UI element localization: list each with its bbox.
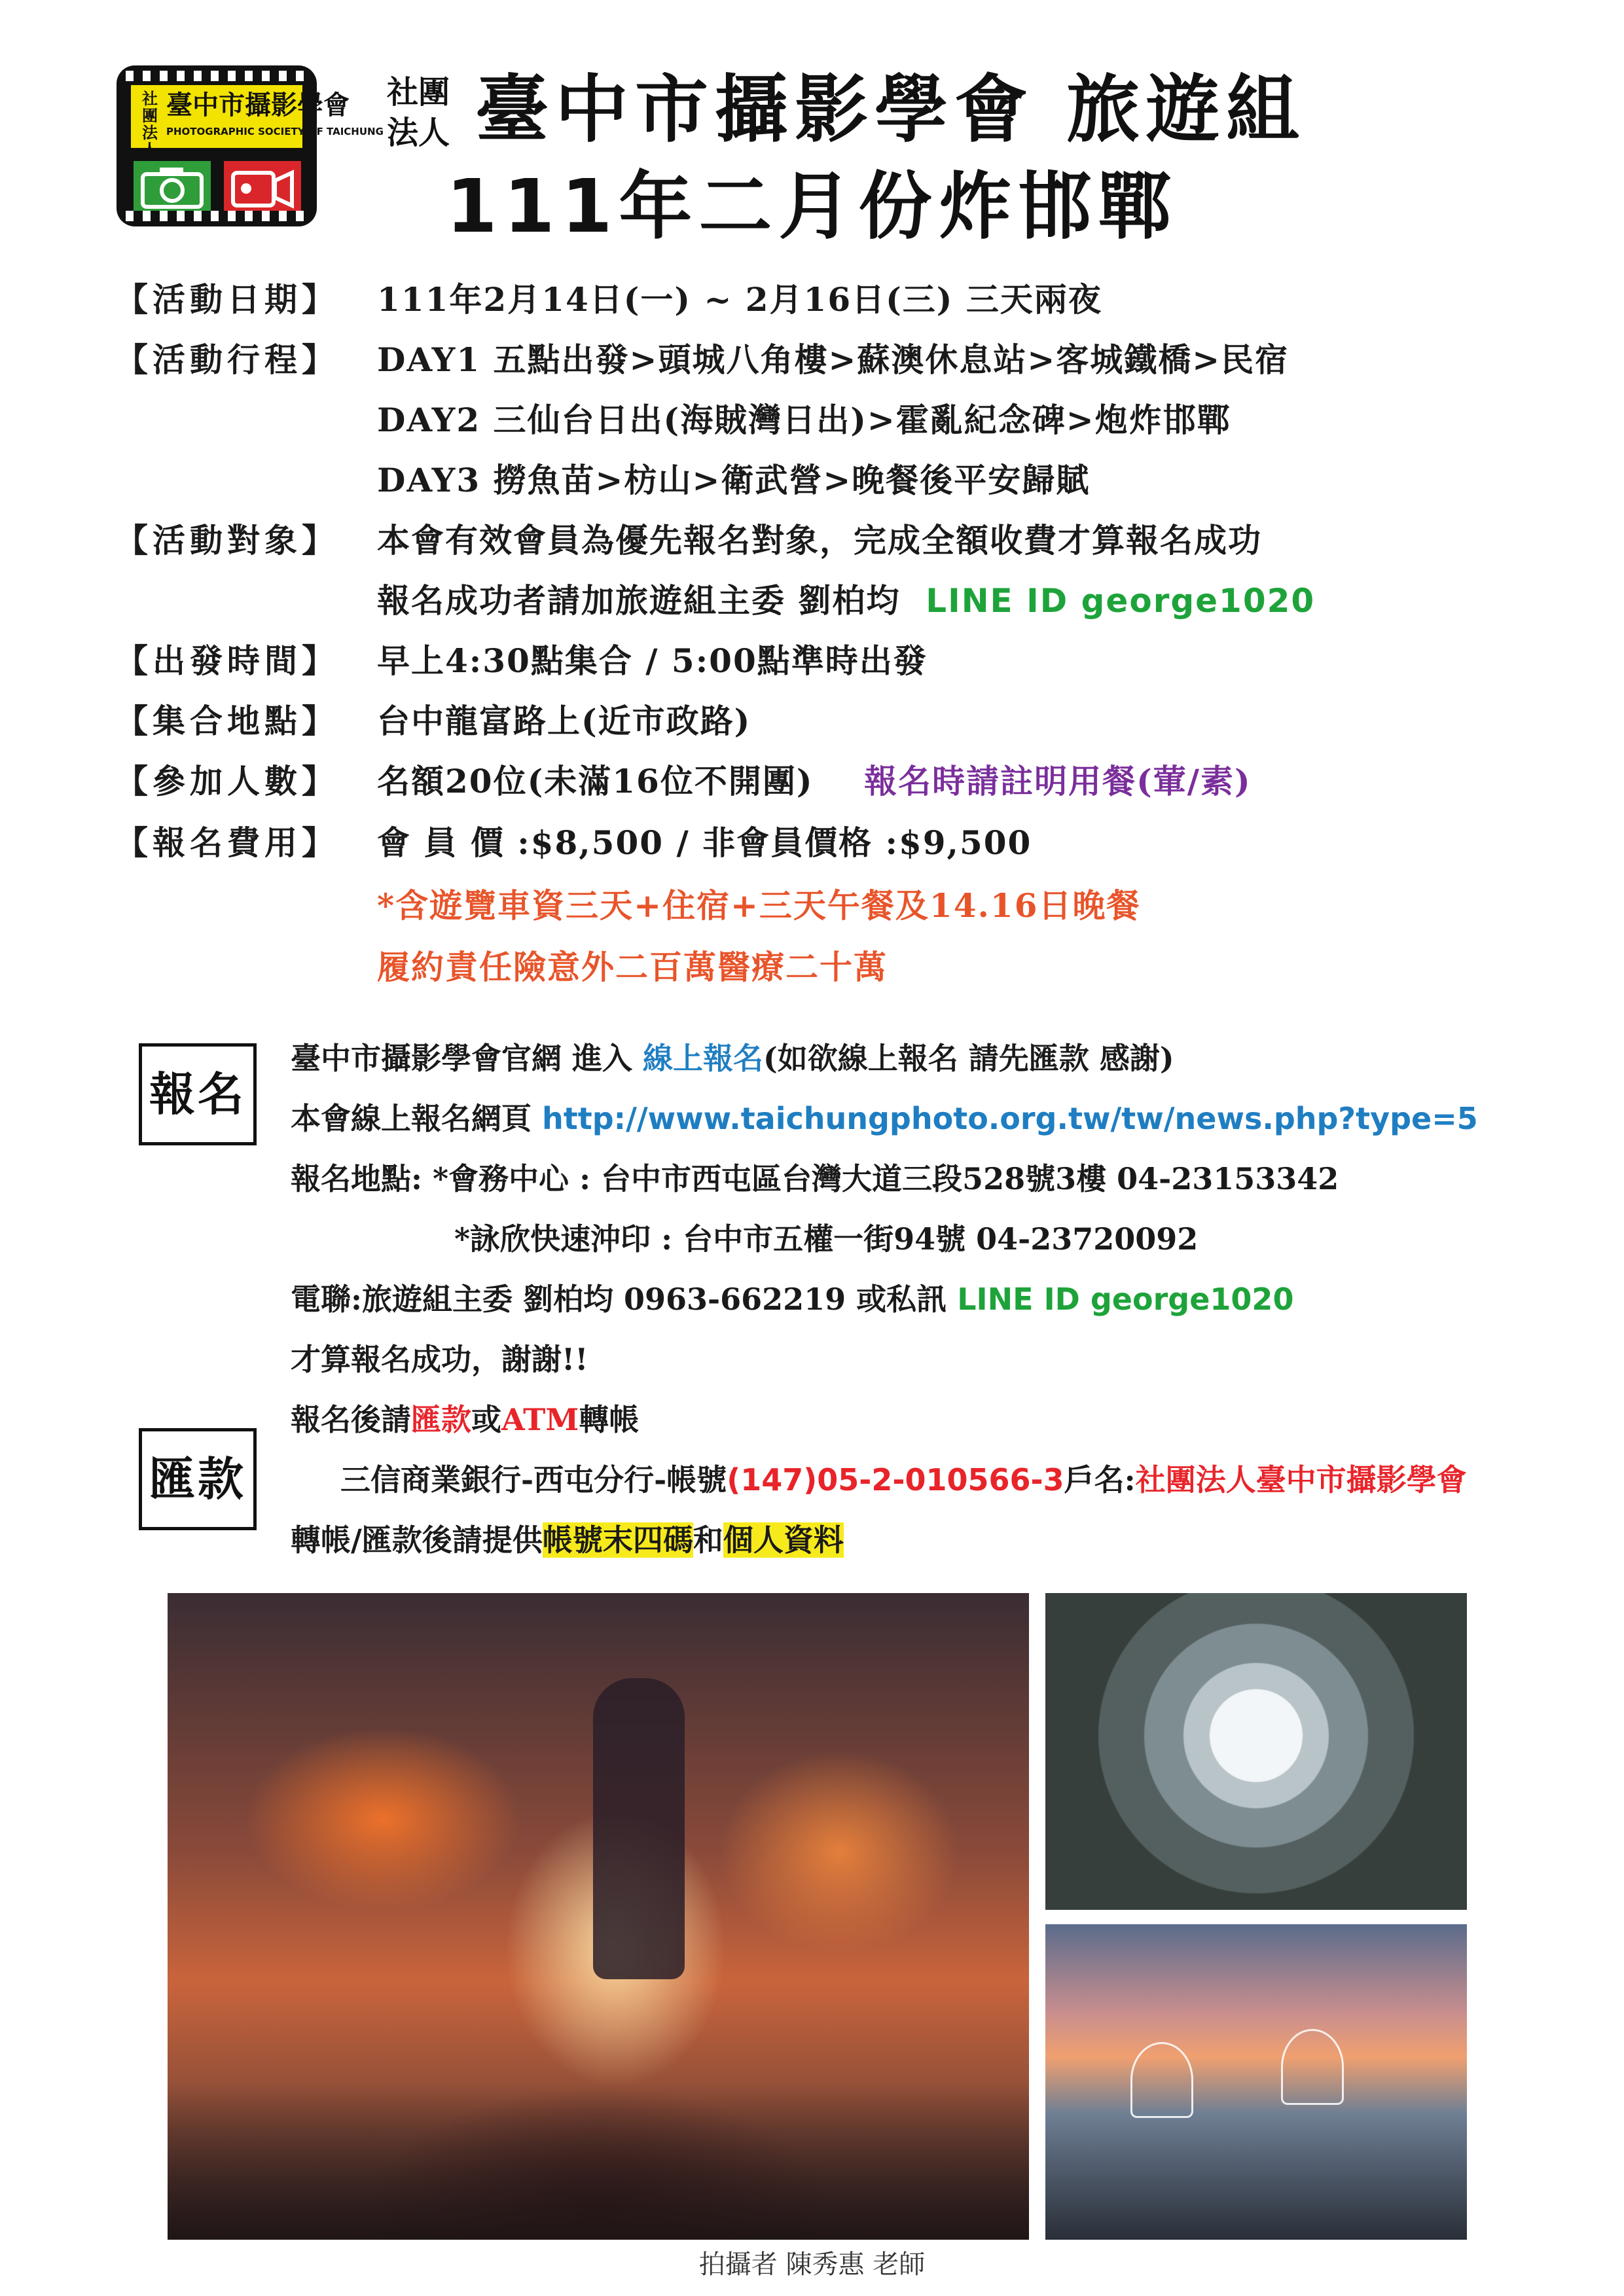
page-subtitle: 111年二月份炸邯鄲 [446,164,1178,249]
registration-line1-a: 臺中市攝影學會官網 進入 [291,1041,643,1076]
registration-line2-a: 本會線上報名網頁 [291,1101,543,1136]
itinerary-day2: DAY2 三仙台日出(海賊灣日出)>霍亂紀念碑>炮炸邯鄲 [377,401,1231,439]
photo-credit: 拍攝者 陳秀惠 老師 [698,2250,926,2280]
payment-remit: 匯款 [411,1402,471,1437]
fee-note2: 履約責任險意外二百萬醫療二十萬 [377,948,888,986]
registration-url-link[interactable]: http://www.taichungphoto.org.tw/tw/news.php?type=5 [542,1101,1478,1136]
meet-value: 台中龍富路上(近市政路) [377,702,751,740]
payment-line1-c: 轉帳 [579,1402,640,1437]
crowd-shadow [168,2083,1029,2240]
figure-silhouette [593,1678,685,1979]
payment-account-name: 社團法人臺中市攝影學會 [1135,1462,1467,1498]
registration-line1-b: (如欲線上報名 請先匯款 感謝) [763,1041,1174,1076]
fee-label: 【報名費用】 [115,823,339,862]
payment-last4-highlight: 帳號末四碼 [542,1522,693,1558]
itinerary-day3: DAY3 撈魚苗>枋山>衛武營>晚餐後平安歸賦 [377,461,1091,499]
payment-line1-a: 報名後請 [291,1402,411,1437]
registration-line-id: LINE ID george1020 [957,1282,1294,1317]
people-value [377,757,1252,806]
fee-note1: *含遊覽車資三天+住宿+三天午餐及14.16日晚餐 [377,886,1141,925]
people-label: 【參加人數】 [115,762,339,800]
itinerary-day1: DAY1 五點出發>頭城八角樓>蘇澳休息站>客城鐵橋>民宿 [377,340,1290,379]
payment-personal-highlight: 個人資料 [723,1522,844,1558]
page-title: 臺中市攝影學會 旅遊組 [475,67,1306,152]
date-label: 【活動日期】 [115,280,339,319]
target-line2 [377,576,1315,626]
title-prefix: 社團法人 [386,74,450,151]
logo-english-name: PHOTOGRAPHIC SOCIETY OF TAICHUNG [166,126,384,137]
payment-account: (147)05-2-010566-3 [727,1462,1064,1498]
payment-line2 [340,1457,1467,1503]
octagonal-tower-photo [1045,1593,1467,1910]
registration-line1 [291,1035,1174,1081]
registration-line5 [291,1276,1293,1322]
online-registration-link[interactable]: 線上報名 [643,1041,764,1076]
payment-atm: ATM [501,1402,579,1437]
line-id: LINE ID george1020 [926,582,1316,620]
payment-line1-b: 或 [471,1402,501,1437]
payment-line1 [291,1397,639,1443]
registration-box: 報名 [139,1043,257,1145]
fee-value: 會 員 價 :$8,500 / 非會員價格 :$9,500 [377,823,1032,862]
target-line2-text: 報名成功者請加旅遊組主委 劉柏均 [377,581,901,620]
target-line1: 本會有效會員為優先報名對象，完成全額收費才算報名成功 [377,521,1262,560]
registration-line5-a: 電聯:旅遊組主委 劉柏均 0963-662219 或私訊 [291,1282,958,1317]
payment-line3-a: 轉帳/匯款後請提供 [291,1522,543,1558]
fishing-net-right [1281,2029,1344,2105]
date-value: 111年2月14日(一) ~ 2月16日(三) 三天兩夜 [377,280,1102,319]
payment-name-label: 戶名: [1064,1462,1136,1498]
target-label: 【活動對象】 [115,521,339,560]
registration-line4: *詠欣快速沖印 : 台中市五權一街94號 04-23720092 [454,1221,1199,1257]
logo-text-panel [131,85,384,159]
itinerary-label: 【活動行程】 [115,340,339,379]
fishing-net-left [1130,2042,1193,2118]
people-note: 報名時請註明用餐(葷/素) [864,762,1252,800]
depart-label: 【出發時間】 [115,641,339,680]
fishing-seaside-photo [1045,1924,1467,2240]
film-strip-top [126,71,308,81]
registration-line2 [291,1096,1478,1141]
registration-line6: 才算報名成功，謝謝!! [291,1342,588,1377]
people-count: 名額20位(未滿16位不開團) [377,762,814,800]
payment-line3-b: 和 [693,1522,723,1558]
payment-bank: 三信商業銀行-西屯分行-帳號 [340,1462,727,1498]
firecracker-festival-photo [168,1593,1029,2240]
payment-box: 匯款 [139,1428,257,1530]
depart-value: 早上4:30點集合 / 5:00點準時出發 [377,641,928,680]
logo-org-name: 臺中市攝影學會 [166,90,350,120]
payment-line3 [291,1517,844,1563]
logo-small-text: 社團法人 [142,90,158,159]
meet-label: 【集合地點】 [115,702,339,740]
registration-line3: 報名地點: *會務中心 : 台中市西屯區台灣大道三段528號3樓 04-23153342 [291,1161,1339,1196]
